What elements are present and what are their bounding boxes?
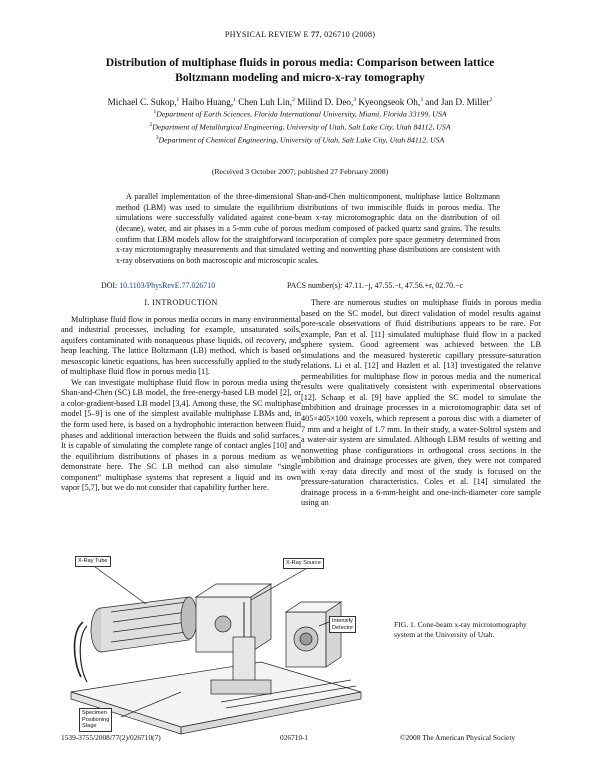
author: Michael C. Sukop,	[107, 97, 177, 108]
author-affil-mark: 1	[176, 97, 180, 103]
title-line-2: Boltzmann modeling and micro-x-ray tomography	[175, 71, 425, 84]
footer-page-number: 026710-1	[280, 733, 309, 742]
journal-volume: 77	[311, 30, 320, 39]
figure-caption: FIG. 1. Cone-beam x-ray microtomography system at the University of Utah.	[394, 620, 527, 639]
author-list	[40, 94, 560, 108]
left-column	[61, 298, 301, 494]
author: Haibo Huang,	[181, 97, 234, 108]
xray-tube-drawing	[75, 597, 198, 682]
label-text: Intensify	[332, 618, 353, 624]
label-text: X-Ray Source	[286, 560, 321, 566]
paper-title	[70, 55, 530, 85]
label-detector	[329, 616, 356, 633]
section-heading: I. INTRODUCTION	[144, 298, 218, 307]
label-text: Positioning	[82, 716, 110, 723]
author-affil-mark: 1	[233, 97, 236, 103]
affiliation-text: Department of Earth Sciences, Florida International University, Miami, Florida 33199, USA	[156, 109, 447, 119]
journal-header	[0, 30, 600, 39]
affiliation-mark: 3	[155, 135, 159, 142]
author: Milind D. Deo,	[297, 97, 354, 108]
label-text: Stage	[82, 723, 97, 730]
figure-1	[61, 542, 379, 747]
author-affil-mark: 3	[353, 97, 357, 103]
author-affil-mark: 2	[292, 97, 295, 103]
label-text: Detector	[332, 624, 354, 631]
label-text: Specimen	[82, 710, 107, 716]
doi-link[interactable]: 10.1103/PhysRevE.77.026710	[119, 281, 216, 290]
pacs-numbers: PACS number(s): 47.11.−j, 47.55.−t, 47.56.+r, 02.70.−c	[287, 281, 464, 290]
paragraph: There are numerous studies on multiphase fluids in porous media based on the SC model, but direct validation of model results against pore-scale observations of fluid distributions appears to be rare. For example, Pan et al. [11] simulated multiphase fluid flow in a packed sphere system. Good agreement was achieved between the LB simulations and the measured hysteretic capillary pressure-saturation relations. Li et al. [12] and Hazlett et al. [13] investigated the relative permeabilities for multiphase flow in porous media and the numerical results were qualitatively consistent with experimental observations [12]. Schaap et al. [9] have applied the SC model to simulate the imbibition and drainage processes in a microtomographic data set of 405×405×100 voxels, which represent a porous disc with a diameter of 7 mm and a height of 1.7 mm. In their study, a water-Soltrol system and a water-air system are simulated. Although LBM results of wetting and nonwetting phase configurations in orthogonal cross sections in the imbibition and drainage processes are given, they were not compared with x-ray data directly and most of the study is focused on the pressure-saturation characteristics. Coles et al. [14] simulated the drainage process in a 6-mm-height and one-inch-diameter core sample using an	[301, 298, 541, 508]
doi-label: DOI:	[101, 281, 118, 290]
affiliation-text: Department of Chemical Engineering, University of Utah, Salt Lake City, Utah 84112, USA	[158, 135, 445, 145]
author-affil-mark: 2	[489, 97, 493, 103]
affiliation	[60, 120, 540, 133]
author: Kyeongseok Oh,	[358, 97, 421, 108]
paragraph: Multiphase fluid flow in porous media occurs in many environmental and industrial processes, including for example, unsaturated soils, aquifers contaminated with nonaqueous phase liquids, oil recovery, and heap leaching. The lattice Boltzmann (LB) method, which is based on mesoscopic kinetic equations, has been successfully applied to the study of multiphase fluid flow in porous media [1].	[61, 314, 301, 377]
author: and Jan D. Miller	[425, 97, 490, 108]
author-affil-mark: 3	[420, 97, 423, 103]
title-line-1: Distribution of multiphase fluids in porous media: Comparison between lattice	[105, 56, 495, 69]
journal-name: PHYSICAL REVIEW E	[224, 30, 309, 39]
received-date: (Received 3 October 2007; published 27 February 2008)	[211, 167, 389, 176]
detector-drawing	[286, 602, 341, 667]
label-xray-source	[283, 558, 324, 569]
footer-copyright: ©2008 The American Physical Society	[400, 733, 516, 742]
footer-issn: 1539-3755/2008/77(2)/026710(7)	[61, 733, 161, 742]
affiliation-mark: 1	[153, 109, 157, 115]
label-specimen-stage	[79, 708, 112, 732]
journal-pages: , 026710 (2008)	[319, 30, 376, 39]
affiliation	[60, 133, 540, 146]
affiliation-mark: 2	[149, 122, 153, 129]
right-column	[301, 298, 541, 509]
affiliations	[60, 107, 540, 146]
abstract: A parallel implementation of the three-dimensional Shan-and-Chen multicomponent, multiphase lattice Boltzmann method (LBM) was used to simulate the equilibrium distributions of two immiscible fluids in porous media. The simulations were successfully validated against cone-beam x-ray microtomographic data on the distribution of oil (decane), water, and air phases in a 5-mm cube of porous medium composed of packed quartz sand grains. The results confirm that LBM models allow for the straightforward incorporation of complex pore space geometry determined from x-ray microtomography measurements and that simulated wetting and nonwetting phase distributions are consistent with x-ray observations on both macroscopic and microscopic scales.	[116, 191, 500, 266]
author: Chen Luh Lin,	[238, 97, 293, 108]
label-xray-tube	[75, 556, 111, 567]
paragraph: We can investigate multiphase fluid flow in porous media using the Shan-and-Chen (SC) LB model, the free-energy-based LB model [2], or a color-gradient-based LB model [3,4]. Among these, the SC multiphase model [5–9] is one of the simplest available multiphase LBMs and, in the form used here, is based on a hydrophobic interaction between fluid phases and additional interaction between the fluids and solid surfaces. It is capable of simulating the complete range of contact angles [10] and the equilibrium distributions of phases in a porous medium as we demonstrate here. The SC LB method can also simulate “single component” multiphase systems that represent a liquid and its own vapor [5,7], but we do not consider that capability further here.	[61, 377, 301, 493]
affiliation	[60, 107, 540, 120]
affiliation-text: Department of Metallurgical Engineering, University of Utah, Salt Lake City, Utah 84112, USA	[152, 122, 451, 132]
label-text: X-Ray Tube	[78, 558, 108, 564]
